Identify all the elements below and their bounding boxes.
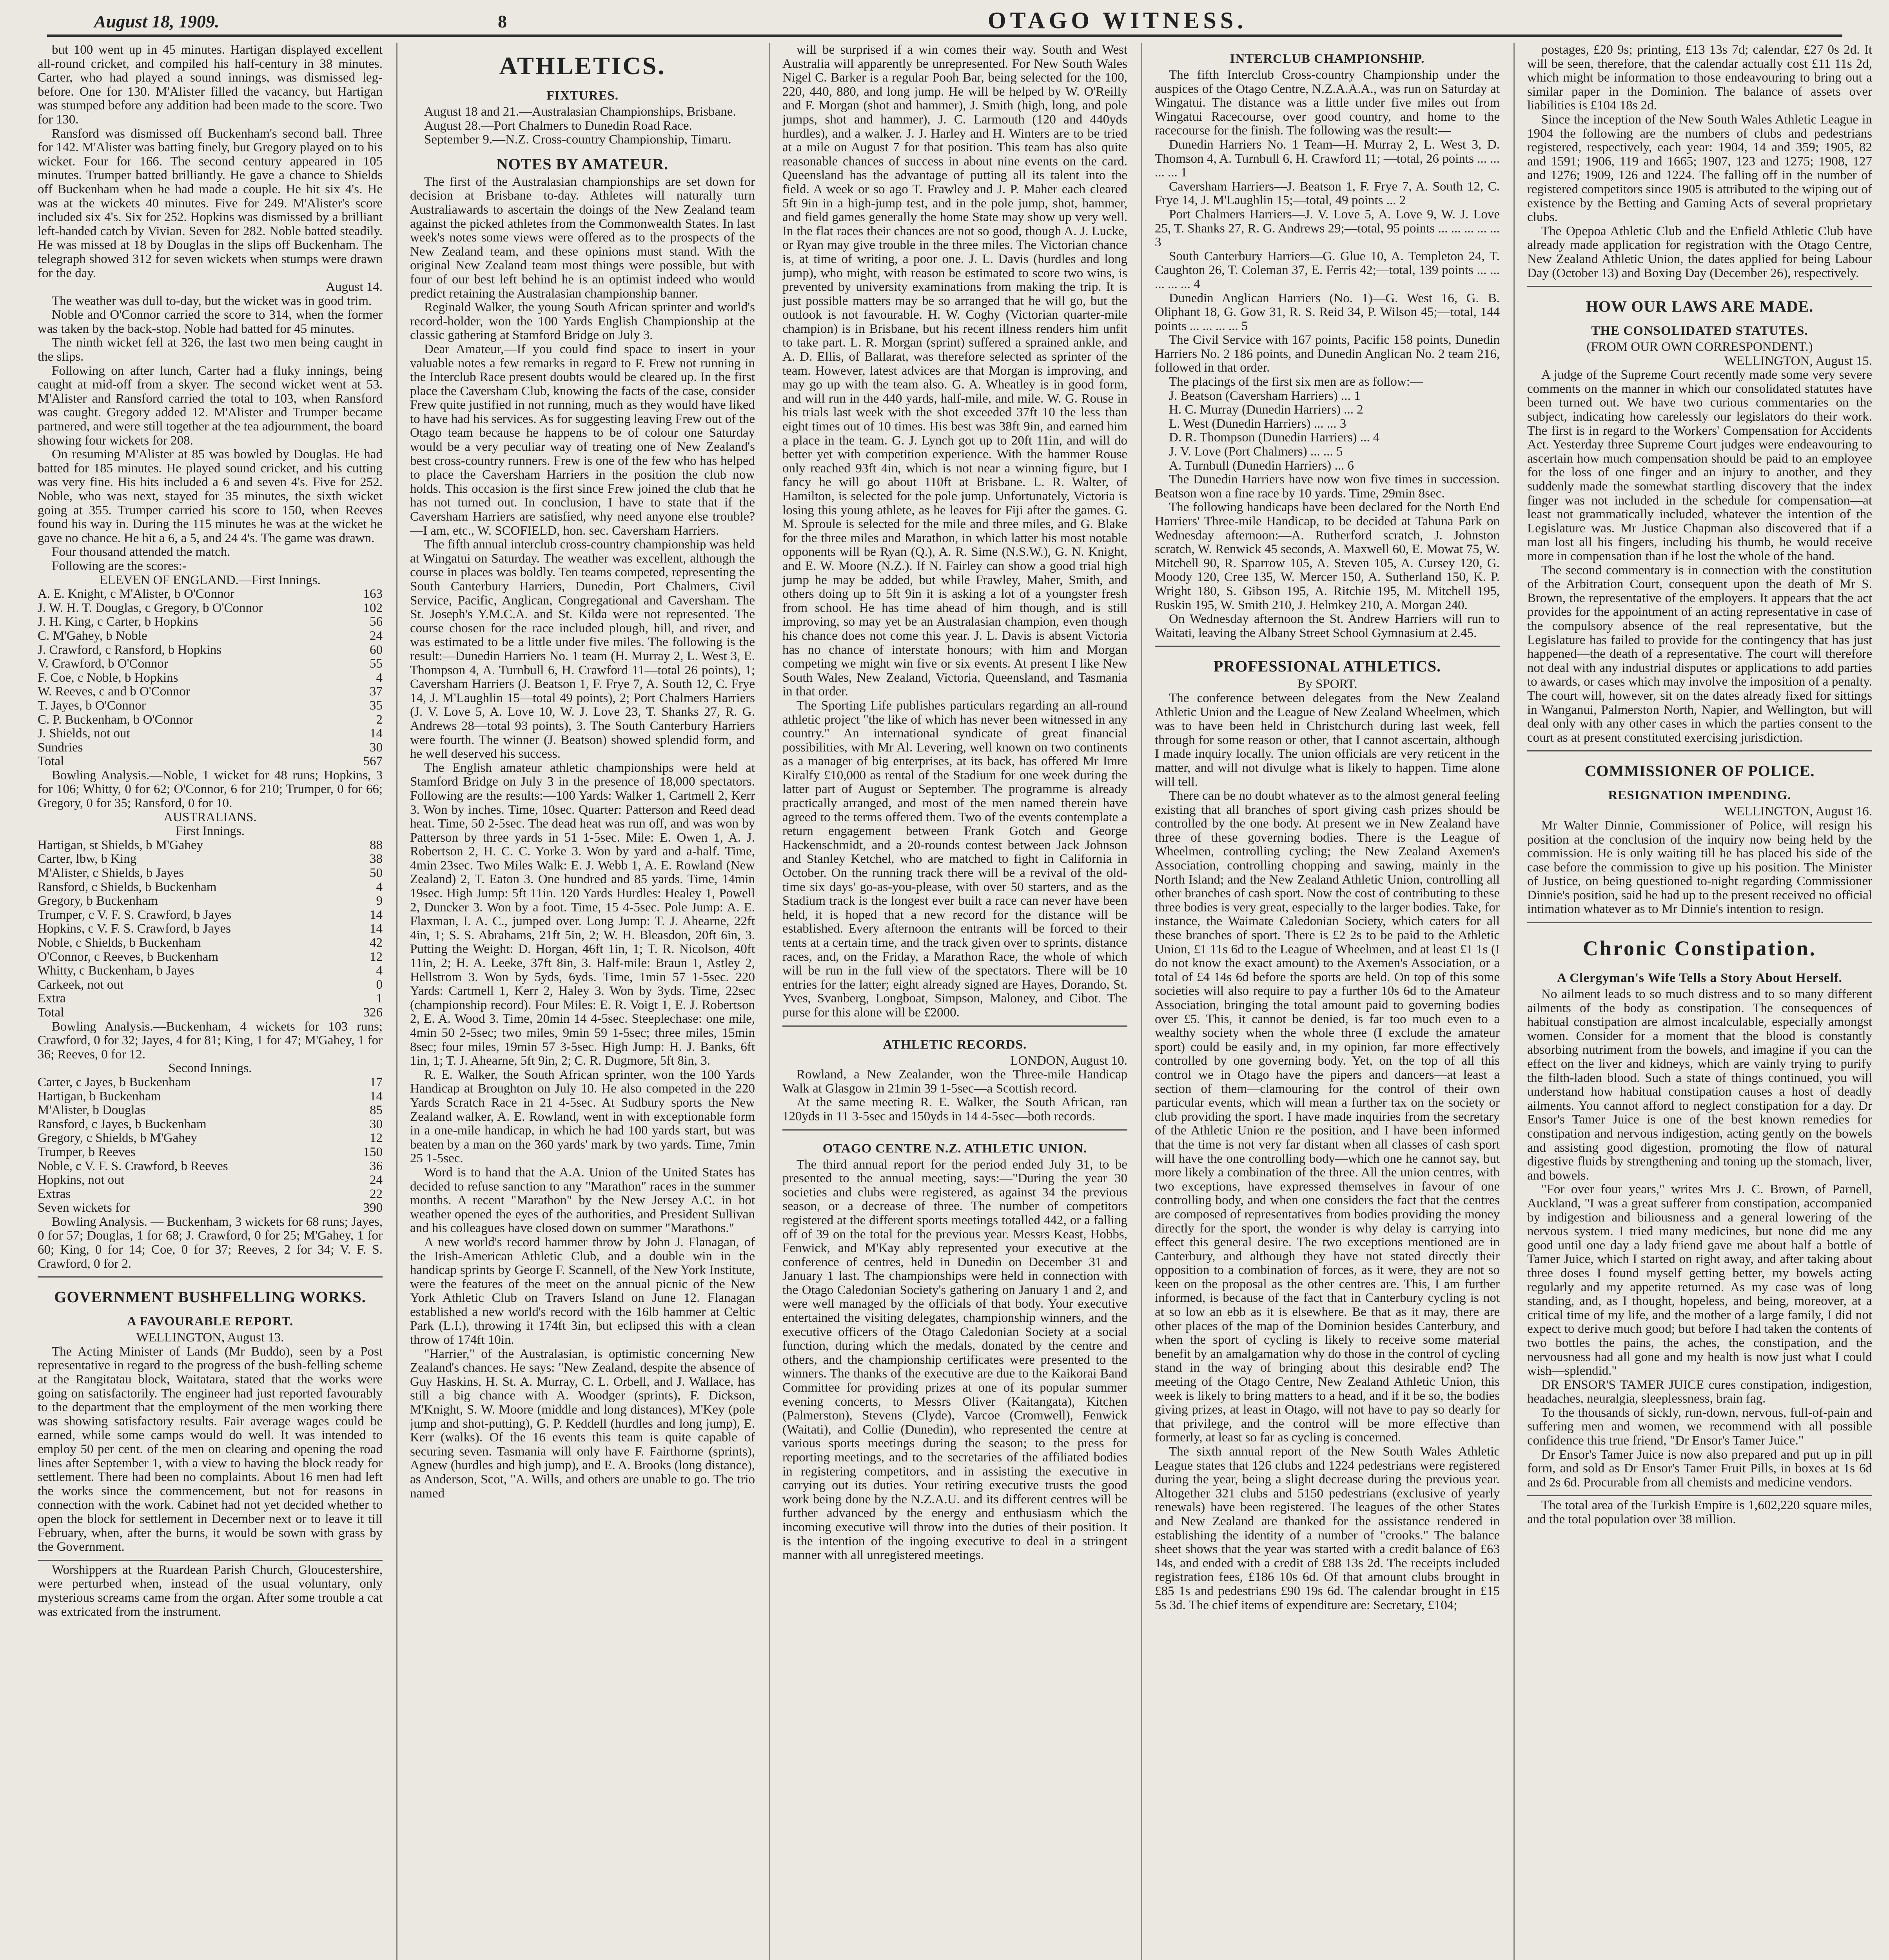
- runs-value: 150: [363, 1145, 383, 1159]
- batsman-entry: Gregory, c Shields, b M'Gahey: [38, 1131, 198, 1145]
- scorecard-row: [38, 685, 383, 699]
- article-heading: ATHLETIC RECORDS.: [883, 1037, 1027, 1052]
- runs-value: 37: [370, 684, 383, 699]
- article-subheading: FIXTURES.: [546, 89, 619, 103]
- scorecard-row: [38, 908, 383, 922]
- bowling-analysis: Bowling Analysis.—Buckenham, 4 wickets for 103 runs; Crawford, 0 for 32; Jayes, 4 for 81; King, 1 for 47; M'Gahey, 1 for 36; Reeves, 0 for 12.: [38, 1019, 383, 1062]
- column-3: [782, 43, 1127, 1960]
- paragraph: Rowland, a New Zealander, won the Three-mile Handicap Walk at Glasgow in 21min 39 1-5sec—a Scottish record.: [782, 1067, 1127, 1096]
- batsman-entry: C. P. Buckenham, b O'Connor: [38, 712, 194, 727]
- dateline: WELLINGTON, August 13.: [136, 1330, 284, 1345]
- result-item: Dunedin Anglican Harriers (No. 1)—G. West 16, G. B. Oliphant 18, G. Gow 31, R. S. Reid 34, P. Wilson 45;—total, 144 points ... ... ... ... 5: [1155, 291, 1500, 333]
- batsman-entry: Hopkins, c V. F. S. Crawford, b Jayes: [38, 922, 231, 936]
- paragraph: A new world's record hammer throw by John J. Flanagan, of the Irish-American Athletic Club, and a double win in the handicap sprints by George F. Scannell, of the New York Institute, were the features of the meet on the annual picnic of the New York Athletic Club on Travers Island on June 12. Flanagan established a new world's record with the 16lb hammer at Celtic Park (L.I.), throwing it 174ft 3in, but eclipsed this with a clean throw of 174ft 10in.: [410, 1235, 755, 1347]
- paragraph: The fifth Interclub Cross-country Championship under the auspices of the Otago Centre, N.Z.A.A.A., was run on Saturday at Wingatui. The distance was a little under five miles out from Wingatui Racecourse, over good country, and home to the racecourse for the finish. The following was the result:—: [1155, 68, 1500, 138]
- runs-value: 42: [370, 936, 383, 950]
- paragraph: will be surprised if a win comes their way. South and West Australia will apparently be unrepresented. For New South Wales Nigel C. Barker is a regular Pooh Bar, being selected for the 100, 220, 440, 880, and long jump. He will be helped by W. O'Reilly and F. Morgan (shot and hammer), J. Smith (high, long, and pole jumps, shot and hammer), J. C. Larmouth (120 and 440yds hurdles), and a walker. J. J. Harley and H. Winters are to be tried at a mile on August 7 for that position. This team has also quite reasonable chances of success in about nine events on the card. Queensland has the advantage of putting all its talent into the field. A week or so ago T. Frawley and J. P. Maher each cleared 5ft 9in in a high-jump test, and in the pole jump, shot, hammer, and field games generally the home State may show up very well. In the flat races their chances are not so good, though A. J. Lucke, or Ryan may give trouble in the three miles. The Victorian chance is, at time of writing, a poor one. J. L. Davis (hurdles and long jump), who might, with reason be estimated to score two wins, is prevented by university examinations from making the trip. It is just possible matters may be so arranged that he will go, but the outlook is not favourable. H. W. Coghy (Victorian quarter-mile champion) is in Brisbane, but his recent illness renders him unfit to take part. L. R. Morgan (sprint) suffered a sprained ankle, and A. D. Ellis, of Ballarat, was therefore selected as sprinter of the team. However, latest advices are that Morgan is improving, and may go up with the team also. G. A. Wheatley is in good form, and will run in the 440 yards, half-mile, and mile. W. G. Rouse in his trials last week with the shot exceeded 37ft 10 the less than eight times out of 10 times. His best was 38ft 9in, and earned him a place in the team. G. J. Lynch got up to 20ft 11in, and will do better yet with competition experience. With the hammer Rouse only reached 93ft 4in, which is not near a winning figure, but I fancy he will go about 110ft at Brisbane. L. R. Walter, of Hamilton, is selected for the pole jump. Unfortunately, Victoria is losing this young athlete, as he leaves for Fiji after the games. G. M. Sproule is selected for the mile and three miles, and G. Blake for the three miles and Marathon, in which latter his most notable opponents will be Ryan (Q.), A. R. Sime (N.S.W.), G. N. Knight, and E. W. Moore (N.Z.). If N. Fairley can show a good trial high jump he may be added, but while Frawley, Maher, Smith, and others doing up to 5ft 9in it is asking a lot of a youngster fresh from school. He has time ahead of him though, and is still improving, so may yet be an Australasian champion, even though his chance does not come this year. J. L. Davis is absent Victoria has no chance of interstate honours; with him and Morgan competing we might win five or six events. At present I like New South Wales, New Zealand, Victoria, Queensland, and Tasmania in that order.: [782, 43, 1127, 699]
- masthead-date: August 18, 1909.: [94, 11, 220, 31]
- scorecard-row: [38, 964, 383, 978]
- runs-value: 12: [370, 949, 383, 964]
- runs-value: 50: [370, 866, 383, 880]
- paragraph: The ninth wicket fell at 326, the last two men being caught in the slips.: [38, 336, 383, 364]
- column-rule: [1513, 43, 1515, 1960]
- paragraph: Since the inception of the New South Wales Athletic League in 1904 the following are the numbers of clubs and pedestrians registered, respectively, each year: 1904, 14 and 359; 1905, 82 and 1591; 1906, 119 and 1665; 1907, 123 and 1275; 1908, 127 and 1276; 1909, 126 and 1224. The falling off in the number of registered competitors since 1905 is attributed to the wiping out of existence by the Betting and Gaming Acts of several proprietary clubs.: [1527, 112, 1872, 225]
- batsman-entry: Ransford, c Shields, b Buckenham: [38, 880, 217, 894]
- ad-heading: Chronic Constipation.: [1582, 936, 1817, 960]
- batsman-entry: Carkeek, not out: [38, 977, 124, 992]
- paragraph: "For over four years," writes Mrs J. C. Brown, of Parnell, Auckland, "I was a great sufferer from constipation, accompanied by indigestion and biliousness and a general lowering of the nervous system. I tried many medicines, but none did me any good until one day a lady friend gave me about half a bottle of Tamer Juice, which I started on right away, and after taking about three doses I found myself getting better, my bowels acting regularly and my appetite returned. As my case was of long standing, and, as I thought, hopeless, and being, moreover, at a critical time of my life, and the mother of a large family, I did not expect to derive much good; but before I had taken the contents of two bottles the pains, the aches, the constipation, and the nervousness had all gone and my health is now just what I could wish—splendid.": [1527, 1182, 1872, 1378]
- scorecard-subheading: Second Innings.: [168, 1061, 252, 1076]
- article-subheading: A FAVOURABLE REPORT.: [127, 1314, 294, 1329]
- scorecard-row: [38, 936, 383, 950]
- article-heading: GOVERNMENT BUSHFELLING WORKS.: [54, 1288, 366, 1306]
- paragraph: Following are the scores:-: [52, 559, 187, 573]
- result-item: Dunedin Harriers No. 1 Team—H. Murray 2, L. West 3, D. Thomson 4, A. Turnbull 6, H. Crawford 11; —total, 26 points ... ... ... ... 1: [1155, 137, 1500, 180]
- placing-item: L. West (Dunedin Harriers) ... ... 3: [1169, 416, 1346, 431]
- runs-value: 22: [370, 1187, 383, 1201]
- scorecard-row: [38, 1160, 383, 1174]
- batsman-entry: Extras: [38, 1187, 71, 1201]
- placing-item: A. Turnbull (Dunedin Harriers) ... 6: [1169, 458, 1354, 473]
- runs-value: 24: [370, 1173, 383, 1187]
- result-item: Caversham Harriers—J. Beatson 1, F. Frye 7, A. South 12, C. Frye 14, J. M'Laughlin 15;—total, 49 points ... 2: [1155, 179, 1500, 208]
- runs-value: 2: [376, 712, 383, 727]
- batsman-entry: Extra: [38, 991, 66, 1006]
- scorecard-row: [38, 671, 383, 685]
- runs-value: 56: [370, 615, 383, 629]
- scorecard-row: [38, 1076, 383, 1090]
- scorecard-total: Total 326: [38, 1005, 383, 1020]
- paragraph: The first of the Australasian championships are set down for decision at Brisbane to-day. Athletes will naturally turn Australiawards to ascertain the doings of the New Zealand team against the picked athletes from the Commonwealth States. In last week's notes some views were offered as to the prospects of the New Zealand team, and these opinions must stand. With the original New Zealand team most things were possible, but with four of our best left behind he is an optimist indeed who would predict retaining the Australasian championship banner.: [410, 174, 755, 301]
- article-heading: COMMISSIONER OF POLICE.: [1584, 762, 1815, 780]
- paragraph: Reginald Walker, the young South African sprinter and world's record-holder, won the 100 Yards English Championship at the classic gathering at Stamford Bridge on July 3.: [410, 300, 755, 343]
- batsman-entry: Whitty, c Buckenham, b Jayes: [38, 964, 194, 978]
- runs-value: 1: [376, 991, 383, 1006]
- fixture-item: September 9.—N.Z. Cross-country Championship, Timaru.: [424, 132, 731, 147]
- runs-value: 85: [370, 1103, 383, 1118]
- paragraph: At the same meeting R. E. Walker, the South African, ran 120yds in 11 3-5sec and 150yds in 14 4-5sec—both records.: [782, 1095, 1127, 1123]
- runs-value: 55: [370, 657, 383, 671]
- paragraph: The sixth annual report of the New South Wales Athletic League states that 126 clubs and 1224 pedestrians were registered during the year, being a slight decrease during the previous year. Altogether 321 clubs and 5150 pedestrians (exclusive of yearly renewals) have been registered. The leagues of the other States and New Zealand are thanked for the assistance rendered in establishing the identity of a number of "crooks." The balance sheet shows that the year was started with a credit balance of £63 14s, and ended with a credit of £88 13s 2d. The receipts included registration fees, £186 10s 6d. Of that amount clubs brought in £85 1s and pedestrians £90 19s 6d. The calendar brought in £15 5s 3d. The chief items of expenditure are: Secretary, £104;: [1155, 1445, 1500, 1612]
- scorecard-row: [38, 699, 383, 713]
- scorecard-row: [38, 713, 383, 727]
- scorecard-row: [38, 894, 383, 908]
- batsman-entry: J. H. King, c Carter, b Hopkins: [38, 615, 198, 629]
- batsman-entry: J. W. H. T. Douglas, c Gregory, b O'Connor: [38, 601, 263, 615]
- runs-value: 9: [376, 894, 383, 908]
- batsman-entry: W. Reeves, c and b O'Connor: [38, 684, 190, 699]
- scorecard-row: [38, 1173, 383, 1187]
- paragraph: The second commentary is in connection with the constitution of the Arbitration Court, consequent upon the death of Mr S. Brown, the representative of the employers. It appears that the act provides for the appointment of an acting representative in case of the compulsory absence of the real representative, but the Legislature has failed to provide for the contingency that has just happened—the death of a representative. The court will therefore not deal with any industrial disputes or applications to add parties to awards, or cases which may involve the imposition of a penalty. The court will, however, sit on the dates already fixed for sittings in Wanganui, Palmerston North, Napier, and Wellington, but will deal only with any other cases in which the parties consent to the court as at present constituted exercising jurisdiction.: [1527, 563, 1872, 745]
- scorecard-total: Seven wickets for 390: [38, 1201, 383, 1215]
- runs-value: 163: [363, 587, 383, 601]
- cricket-report-mid: [38, 294, 383, 573]
- paragraph: On resuming M'Alister at 85 was bowled by Douglas. He had batted for 185 minutes. He played sound cricket, and his cutting was very fine. His hits included a 6 and seven 4's. Five for 252. Noble, who was next, stayed for 35 minutes, the sixth wicket going at 355. Trumper carried his score to 150, when Reeves found his way in. During the 115 minutes he was at the wicket he gave no chance. He hit a 6, a 5, and 24 4's. The game was drawn.: [38, 447, 383, 545]
- paragraph: DR ENSOR'S TAMER JUICE cures constipation, indigestion, headaches, neuralgia, sleeplessness, brain fag.: [1527, 1377, 1872, 1406]
- scorecard-row: [38, 629, 383, 643]
- paragraph: The placings of the first six men are as follow:—: [1169, 375, 1423, 389]
- column-rule: [1141, 43, 1142, 1960]
- scorecard-row: [38, 950, 383, 964]
- scorecard-row: [38, 992, 383, 1006]
- placing-item: H. C. Murray (Dunedin Harriers) ... 2: [1169, 403, 1363, 417]
- paragraph: To the thousands of sickly, run-down, nervous, full-of-pain and suffering men and women, we recommend with all possible confidence this true friend, "Dr Ensor's Tamer Juice.": [1527, 1405, 1872, 1448]
- paragraph: Noble and O'Connor carried the score to 314, when the former was taken by the back-stop. Noble had batted for 45 minutes.: [38, 308, 383, 336]
- byline: By SPORT.: [1297, 677, 1357, 691]
- paragraph: The weather was dull to-day, but the wicket was in good trim.: [52, 294, 372, 308]
- cricket-report-top: [38, 43, 383, 280]
- paragraph: The Dunedin Harriers have now won five times in succession. Beatson won a fine race by 10 yards. Time, 29min 8sec.: [1155, 472, 1500, 501]
- runs-value: 14: [370, 1089, 383, 1103]
- scorecard-row: [38, 601, 383, 615]
- batsman-entry: M'Alister, c Shields, b Jayes: [38, 866, 184, 880]
- runs-value: 12: [370, 1131, 383, 1145]
- batsman-entry: Ransford, c Jayes, b Buckenham: [38, 1117, 207, 1131]
- runs-value: 0: [376, 977, 383, 992]
- result-item: Port Chalmers Harriers—J. V. Love 5, A. Love 9, W. J. Love 25, T. Shanks 27, R. G. Andrews 29;—total, 95 points ... ... ... ... ... 3: [1155, 207, 1500, 250]
- runs-value: 14: [370, 907, 383, 922]
- fixture-item: August 28.—Port Chalmers to Dunedin Road Race.: [424, 118, 692, 133]
- scorecard-row: [38, 978, 383, 992]
- scorecard-row: [38, 852, 383, 866]
- scorecard-row: [38, 1145, 383, 1160]
- column-5: [1527, 43, 1872, 1960]
- batsman-entry: Noble, c Shields, b Buckenham: [38, 936, 201, 950]
- runs-value: 60: [370, 642, 383, 657]
- runs-value: 102: [363, 601, 383, 615]
- scorecard-heading: AUSTRALIANS.: [163, 810, 257, 824]
- section-heading: ATHLETICS.: [499, 52, 666, 80]
- runs-value: 88: [370, 838, 383, 852]
- scorecard-row: [38, 657, 383, 671]
- placing-item: J. V. Love (Port Chalmers) ... ... 5: [1169, 445, 1343, 459]
- paragraph: Mr Walter Dinnie, Commissioner of Police, will resign his position at the conclusion of the inquiry now being held by the commission. He is only waiting till he has placed his side of the case before the commission to give up his position. The Minister of Justice, on being questioned to-night regarding Commissioner Dinnie's position, said he had up to the present received no official intimation whatever as to Mr Dinnie's intention to resign.: [1527, 818, 1872, 916]
- result-item: South Canterbury Harriers—G. Glue 10, A. Templeton 24, T. Caughton 26, T. Coleman 37, E. Ferris 42;—total, 139 points ... ... ... ... ... 4: [1155, 249, 1500, 291]
- article-heading: HOW OUR LAWS ARE MADE.: [1586, 298, 1814, 316]
- paragraph: A judge of the Supreme Court recently made some very severe comments on the manner in which our consolidated statutes have been turned out. We have two curious commentaries on the subject, indicating how carelessly our legislators do their work. The first is in regard to the Workers' Compensation for Accidents Act. Yesterday three Supreme Court judges were endeavouring to ascertain how much compensation should be paid to an employee for the loss of one finger and an injury to another, and they suddenly made the somewhat startling discovery that the index finger was not included in the schedule for compensation—at least not grammatically included, whatever the intention of the Legislature was. Mr Justice Chapman also discovered that if a man lost all his fingers, including his thumb, he would receive more in compensation than if he lost the whole of the hand.: [1527, 368, 1872, 563]
- runs-value: 17: [370, 1075, 383, 1089]
- scorecard-row: [38, 727, 383, 741]
- paragraph: Four thousand attended the match.: [52, 545, 230, 559]
- runs-value: 38: [370, 852, 383, 866]
- dateline: August 14.: [326, 280, 383, 294]
- paragraph: Ransford was dismissed off Buckenham's second ball. Three for 142. M'Alister was batting finely, but Gregory played on to his wicket. Four for 166. The second century appeared in 105 minutes. Trumper batted brilliantly. He gave a chance to Shields off Buckenham when he had made a couple. He hit six 4's. He was at the wickets 40 minutes. Five for 249. M'Alister's score included six 4's. Six for 252. Hopkins was dismissed by a brilliant left-handed catch by Vivian. Seven for 282. Noble batted steadily. He was missed at 18 by Douglas in the slips off Buckenham. The telegraph showed 312 for seven wickets when stumps were drawn for the day.: [38, 126, 383, 280]
- runs-value: 35: [370, 698, 383, 713]
- scorecard-row: [38, 1187, 383, 1201]
- scorecard-row: [38, 1131, 383, 1145]
- paragraph: "Harrier," of the Australasian, is optimistic concerning New Zealand's chances. He says: "New Zealand, despite the absence of Guy Haskins, H. St. A. Murray, C. L. Orbell, and J. Wallace, has still a big chance with A. Woodger (sprints), F. Dickson, M'Knight, S. W. Moore (middle and long distances), M'Key (pole jump and shot-putting), G. P. Keddell (hurdles and long jump), E. Kerr (walks). Of the 16 events this team is quite capable of securing seven. Tasmania will only have F. Fairthorne (sprints), Agnew (hurdles and high jump), and E. A. Brooks (long distance), as Anderson, Scot, "A. Wills, and others are unable to go. The trio named: [410, 1347, 755, 1501]
- batsman-entry: Gregory, b Buckenham: [38, 894, 158, 908]
- article-heading: INTERCLUB CHAMPIONSHIP.: [1230, 52, 1425, 66]
- batsman-entry: A. E. Knight, c M'Alister, b O'Connor: [38, 587, 234, 601]
- runs-value: 36: [370, 1159, 383, 1173]
- dateline: LONDON, August 10.: [1010, 1053, 1127, 1068]
- scorecard-heading: ELEVEN OF ENGLAND.—First Innings.: [100, 573, 321, 587]
- batsman-entry: O'Connor, c Reeves, b Buckenham: [38, 949, 219, 964]
- dateline: WELLINGTON, August 15.: [1724, 354, 1872, 368]
- runs-value: 4: [376, 964, 383, 978]
- scorecard-total: Total 567: [38, 754, 383, 769]
- scorecard-row: [38, 1103, 383, 1118]
- scorecard-row: [38, 1090, 383, 1104]
- column-rule: [769, 43, 770, 1960]
- runs-value: 24: [370, 628, 383, 643]
- paragraph: The fifth annual interclub cross-country championship was held at Wingatui on Saturday. The weather was excellent, although the course in places was boldly. Ten teams competed, representing the South Canterbury Harriers, Dunedin, Port Chalmers, Civil Service, Pacific, Anglican, Congregational and Caversham. The St. Joseph's Y.M.C.A. and St. Kilda were not represented. The course chosen for the race included plough, hill, and river, and was estimated to be a little under five miles. The following is the result:—Dunedin Harriers No. 1 team (H. Murray 2, L. West 3, E. Thompson 4, A. Turnbull 6, H. Crawford 11—total 26 points), 1; Caversham Harriers (J. Beatson 1, F. Frye 7, A. South 12, C. Frye 14, J. M'Laughlin 15—total 49 points), 2; Port Chalmers Harriers (J. V. Love 5, A. Love 10, W. J. Love 23, T. Shanks 27, R. G. Andrews 28—total 93 points), 3. The South Canterbury Harriers were fourth. The winner (J. Beatson) showed splendid form, and he well deserved his success.: [410, 537, 755, 761]
- scorecard-row: [38, 922, 383, 936]
- placing-item: D. R. Thompson (Dunedin Harriers) ... 4: [1169, 430, 1380, 445]
- paragraph: postages, £20 9s; printing, £13 13s 7d; calendar, £27 0s 2d. It will be seen, therefore, that the calendar actually cost £11 11s 2d, which might be information to those endeavouring to bring out a similar paper in the Dominion. The balance of assets over liabilities is £104 18s 2d.: [1527, 43, 1872, 113]
- batsman-entry: Sundries: [38, 740, 83, 755]
- scorecard-england: [38, 587, 383, 755]
- paragraph: R. E. Walker, the South African sprinter, won the 100 Yards Handicap at Broughton on July 10. He also competed in the 220 Yards Scratch Race in 21 4-5sec. At Sudbury sports the New Zealand walker, A. E. Rowland, went in with exceptionable form in a one-mile handicap, in which he had 100 yards start, but was beaten by a man on the 360 yards' mark by two yards. Time, 7min 25 1-5sec.: [410, 1067, 755, 1166]
- batsman-entry: T. Jayes, b O'Connor: [38, 698, 146, 713]
- masthead: [47, 7, 1842, 37]
- paragraph: The conference between delegates from the New Zealand Athletic Union and the League of New Zealand Wheelmen, which was to have been held in Christchurch during last week, fell through for some reason or other, that I cannot ascertain, although I made inquiry locally. The union officials are very reticent in the matter, and will not divulge what is likely to happen. Time alone will tell.: [1155, 691, 1500, 789]
- masthead-title: OTAGO WITNESS.: [988, 7, 1247, 33]
- paragraph: The Acting Minister of Lands (Mr Buddo), seen by a Post representative in regard to the progress of the bush-felling scheme at the Rangitatau block, Waitatara, stated that the works were going on satisfactorily. The engineer had just reported favourably to the department that the employment of the men working there was showing satisfactory results. Fair average wages could be earned, while some camps would do well. It was intended to employ 50 per cent. of the men on clearing and opening the road lines after September 1, with a view to having the block ready for settlement. There had been no complaints. About 16 men had left the works since the commencement, but not for reasons in connection with the work. Cabinet had not yet decided whether to open the block for settlement in December next or to leave it till February, when, after the burns, it would be sown with grass by the Government.: [38, 1344, 383, 1554]
- column-rule: [396, 43, 397, 1960]
- placing-item: J. Beatson (Caversham Harriers) ... 1: [1169, 388, 1361, 403]
- article-subheading: THE CONSOLIDATED STATUTES.: [1591, 324, 1808, 338]
- runs-value: 30: [370, 740, 383, 755]
- runs-value: 4: [376, 880, 383, 894]
- paragraph: but 100 went up in 45 minutes. Hartigan displayed excellent all-round cricket, and compiled his half-century in 38 minutes. Carter, who had played a sound innings, was dismissed leg-before. One for 130. M'Alister filled the vacancy, but Hartigan was stumped before any addition had been made to the score. Two for 130.: [38, 43, 383, 127]
- paragraph: The total area of the Turkish Empire is 1,602,220 square miles, and the total population over 38 million.: [1527, 1498, 1872, 1527]
- batsman-entry: M'Alister, b Douglas: [38, 1103, 146, 1118]
- paragraph: The Civil Service with 167 points, Pacific 158 points, Dunedin Harriers No. 2 186 points, and Dunedin Anglican No. 2 team 216, followed in that order.: [1155, 333, 1500, 375]
- paragraph: Following on after lunch, Carter had a fluky innings, being caught at mid-off from a skyer. The second wicket went at 53. M'Alister and Ransford carried the total to 103, when Ransford was caught. Gregory added 12. M'Alister and Trumper became partnered, and were still together at the tea adjournment, the board showing four wickets for 208.: [38, 363, 383, 448]
- paragraph: Worshippers at the Ruardean Parish Church, Gloucestershire, were perturbed when, instead of the usual voluntary, only mysterious screams came from the organ. After some trouble a cat was extricated from the instrument.: [38, 1563, 383, 1619]
- batsman-entry: Hopkins, not out: [38, 1173, 124, 1187]
- batsman-entry: Carter, c Jayes, b Buckenham: [38, 1075, 191, 1089]
- page-number: 8: [498, 11, 507, 31]
- runs-value: 4: [376, 670, 383, 685]
- correspondent-line: (FROM OUR OWN CORRESPONDENT.): [1586, 340, 1813, 354]
- paragraph: Dr Ensor's Tamer Juice is now also prepared and put up in pill form, and sold as Dr Ensor's Tamer Fruit Pills, in boxes at 1s 6d and 2s 6d. Procurable from all chemists and medicine vendors.: [1527, 1447, 1872, 1490]
- runs-value: 14: [370, 726, 383, 741]
- bowling-analysis: Bowling Analysis. — Buckenham, 3 wickets for 68 runs; Jayes, 0 for 57; Douglas, 1 for 68; J. Crawford, 0 for 25; M'Gahey, 1 for 60; King, 0 for 14; Coe, 0 for 37; Reeves, 2 for 34; V. F. S. Crawford, 0 for 2.: [38, 1214, 383, 1271]
- batsman-entry: Noble, c V. F. S. Crawford, b Reeves: [38, 1159, 228, 1173]
- runs-value: 14: [370, 922, 383, 936]
- batsman-entry: C. M'Gahey, b Noble: [38, 628, 147, 643]
- paragraph: The Sporting Life publishes particulars regarding an all-round athletic project "the like of which has never been witnessed in any country." An international syndicate of great financial possibilities, with Mr Al. Levering, well known on two continents as a manager of big enterprises, at its back, has offered Mr Imre Kiralfy £10,000 as rental of the Stadium for one week during the latter part of August or September. The programme is already practically arranged, and most of the men named therein have agreed to the terms offered them. Two of the events contemplate a return engagement between Frank Gotch and George Hackenschmidt, and a 20-rounds contest between Jack Johnson and Stanley Ketchel, who are matched to fight in California in October. On the running track there will be a revival of the old-time six days' go-as-you-please, with over 50 starters, and as the Stadium track is the longest ever built a race can never have been held, it is hoped that a new record for the distance will be established. Every afternoon the entrants will be forced to their tents at a certain time, and the track given over to sprints, distance races, and, on the Friday, a Marathon Race, the whole of which will be run in the full view of the spectators. There will be 10 entries for the latter; eight already signed are Hayes, Dorando, St. Yves, Svanberg, Longboat, Simpson, Maloney, and Cibot. The purse for this alone will be £2000.: [782, 698, 1127, 1020]
- batsman-entry: Hartigan, b Buckenham: [38, 1089, 161, 1103]
- paragraph: The Opepoa Athletic Club and the Enfield Athletic Club have already made application for registration with the Otago Centre, New Zealand Athletic Union, the dates applied for being Labour Day (October 13) and Boxing Day (December 26), respectively.: [1527, 224, 1872, 280]
- scorecard-row: [38, 643, 383, 657]
- scorecard-row: [38, 866, 383, 880]
- batsman-entry: Carter, lbw, b King: [38, 852, 137, 866]
- column-2: [410, 43, 755, 1960]
- batsman-entry: Trumper, c V. F. S. Crawford, b Jayes: [38, 907, 232, 922]
- batsman-entry: J. Crawford, c Ransford, b Hopkins: [38, 642, 222, 657]
- paragraph: The following handicaps have been declared for the North End Harriers' Three-mile Handicap, to be decided at Tahuna Park on Wednesday afternoon:—A. Rutherford scratch, J. Johnston scratch, W. Renwick 45 seconds, A. Maxwell 60, E. Mowat 75, W. Mitchell 90, R. Sparrow 105, A. Steven 105, A. Cursey 120, G. Moody 120, Cree 135, W. Mercer 150, A. Sutherland 150, K. P. Wright 180, S. Gibson 195, A. Ritchie 195, M. Mitchell 195, Ruskin 195, W. Smith 210, J. Helmkey 210, A. Morgan 240.: [1155, 500, 1500, 612]
- scorecard-subheading: First Innings.: [175, 824, 245, 838]
- article-heading: PROFESSIONAL ATHLETICS.: [1213, 657, 1441, 675]
- paragraph: On Wednesday afternoon the St. Andrew Harriers will run to Waitati, leaving the Albany Street School Gymnasium at 2.45.: [1155, 612, 1500, 640]
- paragraph: Word is to hand that the A.A. Union of the United States has decided to refuse sanction to any "Marathon" races in the summer months. A recent "Marathon" by the New Jersey A.C. in hot weather opened the eyes of the authorities, and President Sullivan and his colleagues have closed down on summer "Marathons.": [410, 1165, 755, 1236]
- scorecard-row: [38, 615, 383, 629]
- paragraph: The English amateur athletic championships were held at Stamford Bridge on July 3 in the presence of 18,000 spectators. Following are the results:—100 Yards: Walker 1, Cartmell 2, Kerr 3. Won by inches. Time, 10sec. Quarter: Patterson and Reed dead heat. Time, 50 2-5sec. The dead heat was run off, and was won by Patterson by three yards in 51 1-5sec. Mile: E. Owen 1, A. J. Robertson 2, H. C. C. Yorke 3. Won by yard and a-half. Time, 4min 23sec. Two Miles Walk: E. J. Webb 1, A. E. Rowland (New Zealand) 2, T. Eaton 3. One hundred and 85 yards. Time, 14min 19sec. High Jump: 5ft 11in. 120 Yards Hurdles: Healey 1, Powell 2, Duncker 3. Won by a foot. Time, 15 4-5sec. Pole Jump: A. E. Flaxman, I. A. C., jumped over. Long Jump: T. J. Ahearne, 22ft 4in, 1; S. S. Abrahams, 21ft 5in, 2; W. H. Bleasdon, 20ft 6in, 3. Putting the Weight: D. Horgan, 46ft 1in, 1; T. R. Nicolson, 40ft 11in, 2; H. A. Leeke, 37ft 8in, 3. Half-mile: Braun 1, Astley 2, Hellstrom 3. Won by 5yds, 6yds. Time, 1min 57 1-5sec. 220 Yards: Cartmell 1, Kerr 2, Haley 3. Won by 3yds. Time, 22sec (championship record). Four Miles: E. R. Voigt 1, E. J. Robertson 2, E. A. Wood 3. Time, 20min 14 4-5sec. Steeplechase: one mile, 4min 50 2-5sec; two miles, 9min 59 1-5sec; three miles, 15min 8sec; four miles, 19min 57 3-5sec. High Jump: H. J. Banks, 6ft 1in, 1; T. J. Ahearne, 5ft 9in, 2; C. R. Dugmore, 5ft 8in, 3.: [410, 760, 755, 1068]
- scorecard-australia-first: [38, 838, 383, 1006]
- ad-subheading: A Clergyman's Wife Tells a Story About Herself.: [1557, 971, 1842, 985]
- article-heading: OTAGO CENTRE N.Z. ATHLETIC UNION.: [822, 1141, 1087, 1156]
- paragraph: No ailment leads to so much distress and to so many different ailments of the body as constipation. The consequences of habitual constipation are almost incalculable, especially amongst women. Consider for a moment that the blood is constantly absorbing nutriment from the bowels, and imagine if you can the effect on the liver and kidneys, which are vainly trying to purify the filth-laden blood. Such a state of things continued, you will understand how habitual constipation causes a host of deadly ailments. You cannot afford to neglect constipation for a day. Dr Ensor's Tamer Juice is one of the best known remedies for constipation and nervous indigestion, acting gently on the bowels and assisting good digestion, promoting the flow of natural digestive fluids by strengthening and toning up the stomach, liver, and bowels.: [1527, 987, 1872, 1183]
- paragraph: Dear Amateur,—If you could find space to insert in your valuable notes a few remarks in regard to F. Frew not running in the Interclub Race present doubts would be cleared up. In the first place the Caversham Club, knowing the facts of the case, consider Frew quite justified in not running, much as they would have liked to have had his services. As for suggesting leaving Frew out of the Otago team because he happens to be of colour one Saturday would be a very peculiar way of treating one of New Zealand's best cross-country runners. Frew is one of the few who has helped to place the Caversham Harriers in the position the club now holds. This occasion is the first since Frew joined the club that he has not turned out. In conclusion, I have to state that if the Caversham Harriers are satisfied, why need anyone else trouble?—I am, etc., W. SCOFIELD, hon. sec. Caversham Harriers.: [410, 342, 755, 538]
- runs-value: 30: [370, 1117, 383, 1131]
- batsman-entry: F. Coe, c Noble, b Hopkins: [38, 670, 178, 685]
- article-subheading: RESIGNATION IMPENDING.: [1608, 788, 1791, 803]
- batsman-entry: Trumper, b Reeves: [38, 1145, 136, 1159]
- column-4: [1155, 43, 1500, 1960]
- batsman-entry: V. Crawford, b O'Connor: [38, 657, 168, 671]
- paragraph: There can be no doubt whatever as to the almost general feeling existing that all branches of sport giving cash prizes should be controlled by the one body. At present we in New Zealand have three of these governing bodies. There is the League of Wheelmen, controlling cycling; the New Zealand Axemen's Association, controlling chopping and sawing, mainly in the North Island; and the New Zealand Athletic Union, controlling all other branches of cash sport. Now the cost of contributing to these three bodies is very great, especially to the larger bodies. Take, for instance, the Waimate Caledonian Society, which caters for all these branches of sport. There is £2 2s to be paid to the Athletic Union, £1 11s 6d to the League of Wheelmen, and at least £1 1s (I do not know the exact amount) to the Axemen's Association, or a total of £4 14s 6d before the sports are held. On top of this some societies will also require to pay a further 10s 6d to the Amateur Association, bringing the total amount paid to governing bodies over £5. This, it cannot be denied, is far too much even to a wealthy society when the whole three (I exclude the amateur sport) could be easily and, in my opinion, far more effectively controlled by one governing body. Yet, on the top of all this control we in Otago have the pipers and dancers—at least a section of them—clamouring for the control of their own particular events, which will mean a further tax on the society or club providing the sport. I have made inquiries from the secretary of the Athletic Union re the position, and I have been informed that the time is not very far distant when all classes of cash sport will have the one controlling body—which one he cannot say, but more likely a combination of the three. All the union centres, with two exceptions, have expressed themselves in favour of one controlling body, and when one considers the fact that the centres are composed of representatives from bodies providing the money directly for the sport, the wonder is why delay is carrying into effect this general desire. The two exceptions mentioned are in Canterbury, and although they have not stated directly their opposition to a combination of forces, as it were, they are not so keen on the proposal as the other centres are. This, I am further informed, is because of the fact that in Canterbury cycling is not at so low an ebb as it is elsewhere. Be that as it may, there are other places of the map of the Dominion besides Canterbury, and when the sport of cycling is likely to receive some material benefit by an amalgamation why do those in the control of cycling stand in the way of bringing about this desirable end? The meeting of the Otago Centre, New Zealand Athletic Union, this week is likely to bring matters to a head, and if it be so, the bodies giving prizes, at least in Otago, will not have to pay so dearly for that privilege, and the control will be more effective than formerly, at least so far as cycling is concerned.: [1155, 789, 1500, 1445]
- batsman-entry: Hartigan, st Shields, b M'Gahey: [38, 838, 203, 852]
- fixture-item: August 18 and 21.—Australasian Championships, Brisbane.: [424, 105, 736, 119]
- scorecard-row: [38, 1118, 383, 1132]
- scorecard-row: [38, 741, 383, 755]
- scorecard-row: [38, 838, 383, 853]
- scorecard-row: [38, 587, 383, 601]
- scorecard-australia-second: [38, 1076, 383, 1201]
- paragraph: The third annual report for the period ended July 31, to be presented to the annual meeting, says:—"During the year 30 societies and clubs were registered, as against 34 the previous season, or a decrease of three. The number of competitors registered at the different sports meetings totalled 442, or a falling off of 39 on the total for the previous year. Messrs Keast, Hobbs, Fenwick, and M'Kay ably represented your executive at the conference of centres, held in Dunedin on December 31 and January 1 last. The championships were held in connection with the Otago Caledonian Society's gathering on January 1 and 2, and were well managed by the officials of that body. Your executive entertained the visiting delegates, championship winners, and the executive officers of the Otago Caledonian Society at a social function, during which the medals, donated by the centre and others, and the championship certificates were presented to the winners. The thanks of the executive are due to the Kaikorai Band Committee for providing prizes at one of its popular summer evening concerts, to Messrs Oliver (Kaitangata), Kitchen (Palmerston), Stevens (Clyde), Varcoe (Cromwell), Fenwick (Waitati), and Collie (Dunedin), who represented the centre at various sports meetings during the season; to the press for reporting meetings, and to the secretaries of the affiliated bodies in registering competitors, and in assisting the executive in carrying out its duties. Your retiring executive trusts the good work being done by the N.Z.A.U. and its different centres will be further advanced by the energy and enthusiasm which the incoming executive will throw into the duties of their position. It is the intention of the ingoing executive to deal in a stringent manner with all unregistered meetings.: [782, 1157, 1127, 1563]
- article-heading: NOTES BY AMATEUR.: [496, 155, 669, 173]
- batsman-entry: J. Shields, not out: [38, 726, 130, 741]
- dateline: WELLINGTON, August 16.: [1724, 804, 1872, 819]
- column-1: [38, 43, 383, 1960]
- bowling-analysis: Bowling Analysis.—Noble, 1 wicket for 48 runs; Hopkins, 3 for 106; Whitty, 0 for 62; O'Connor, 6 for 210; Trumper, 0 for 66; Gregory, 0 for 35; Ransford, 0 for 10.: [38, 768, 383, 811]
- scorecard-row: [38, 880, 383, 895]
